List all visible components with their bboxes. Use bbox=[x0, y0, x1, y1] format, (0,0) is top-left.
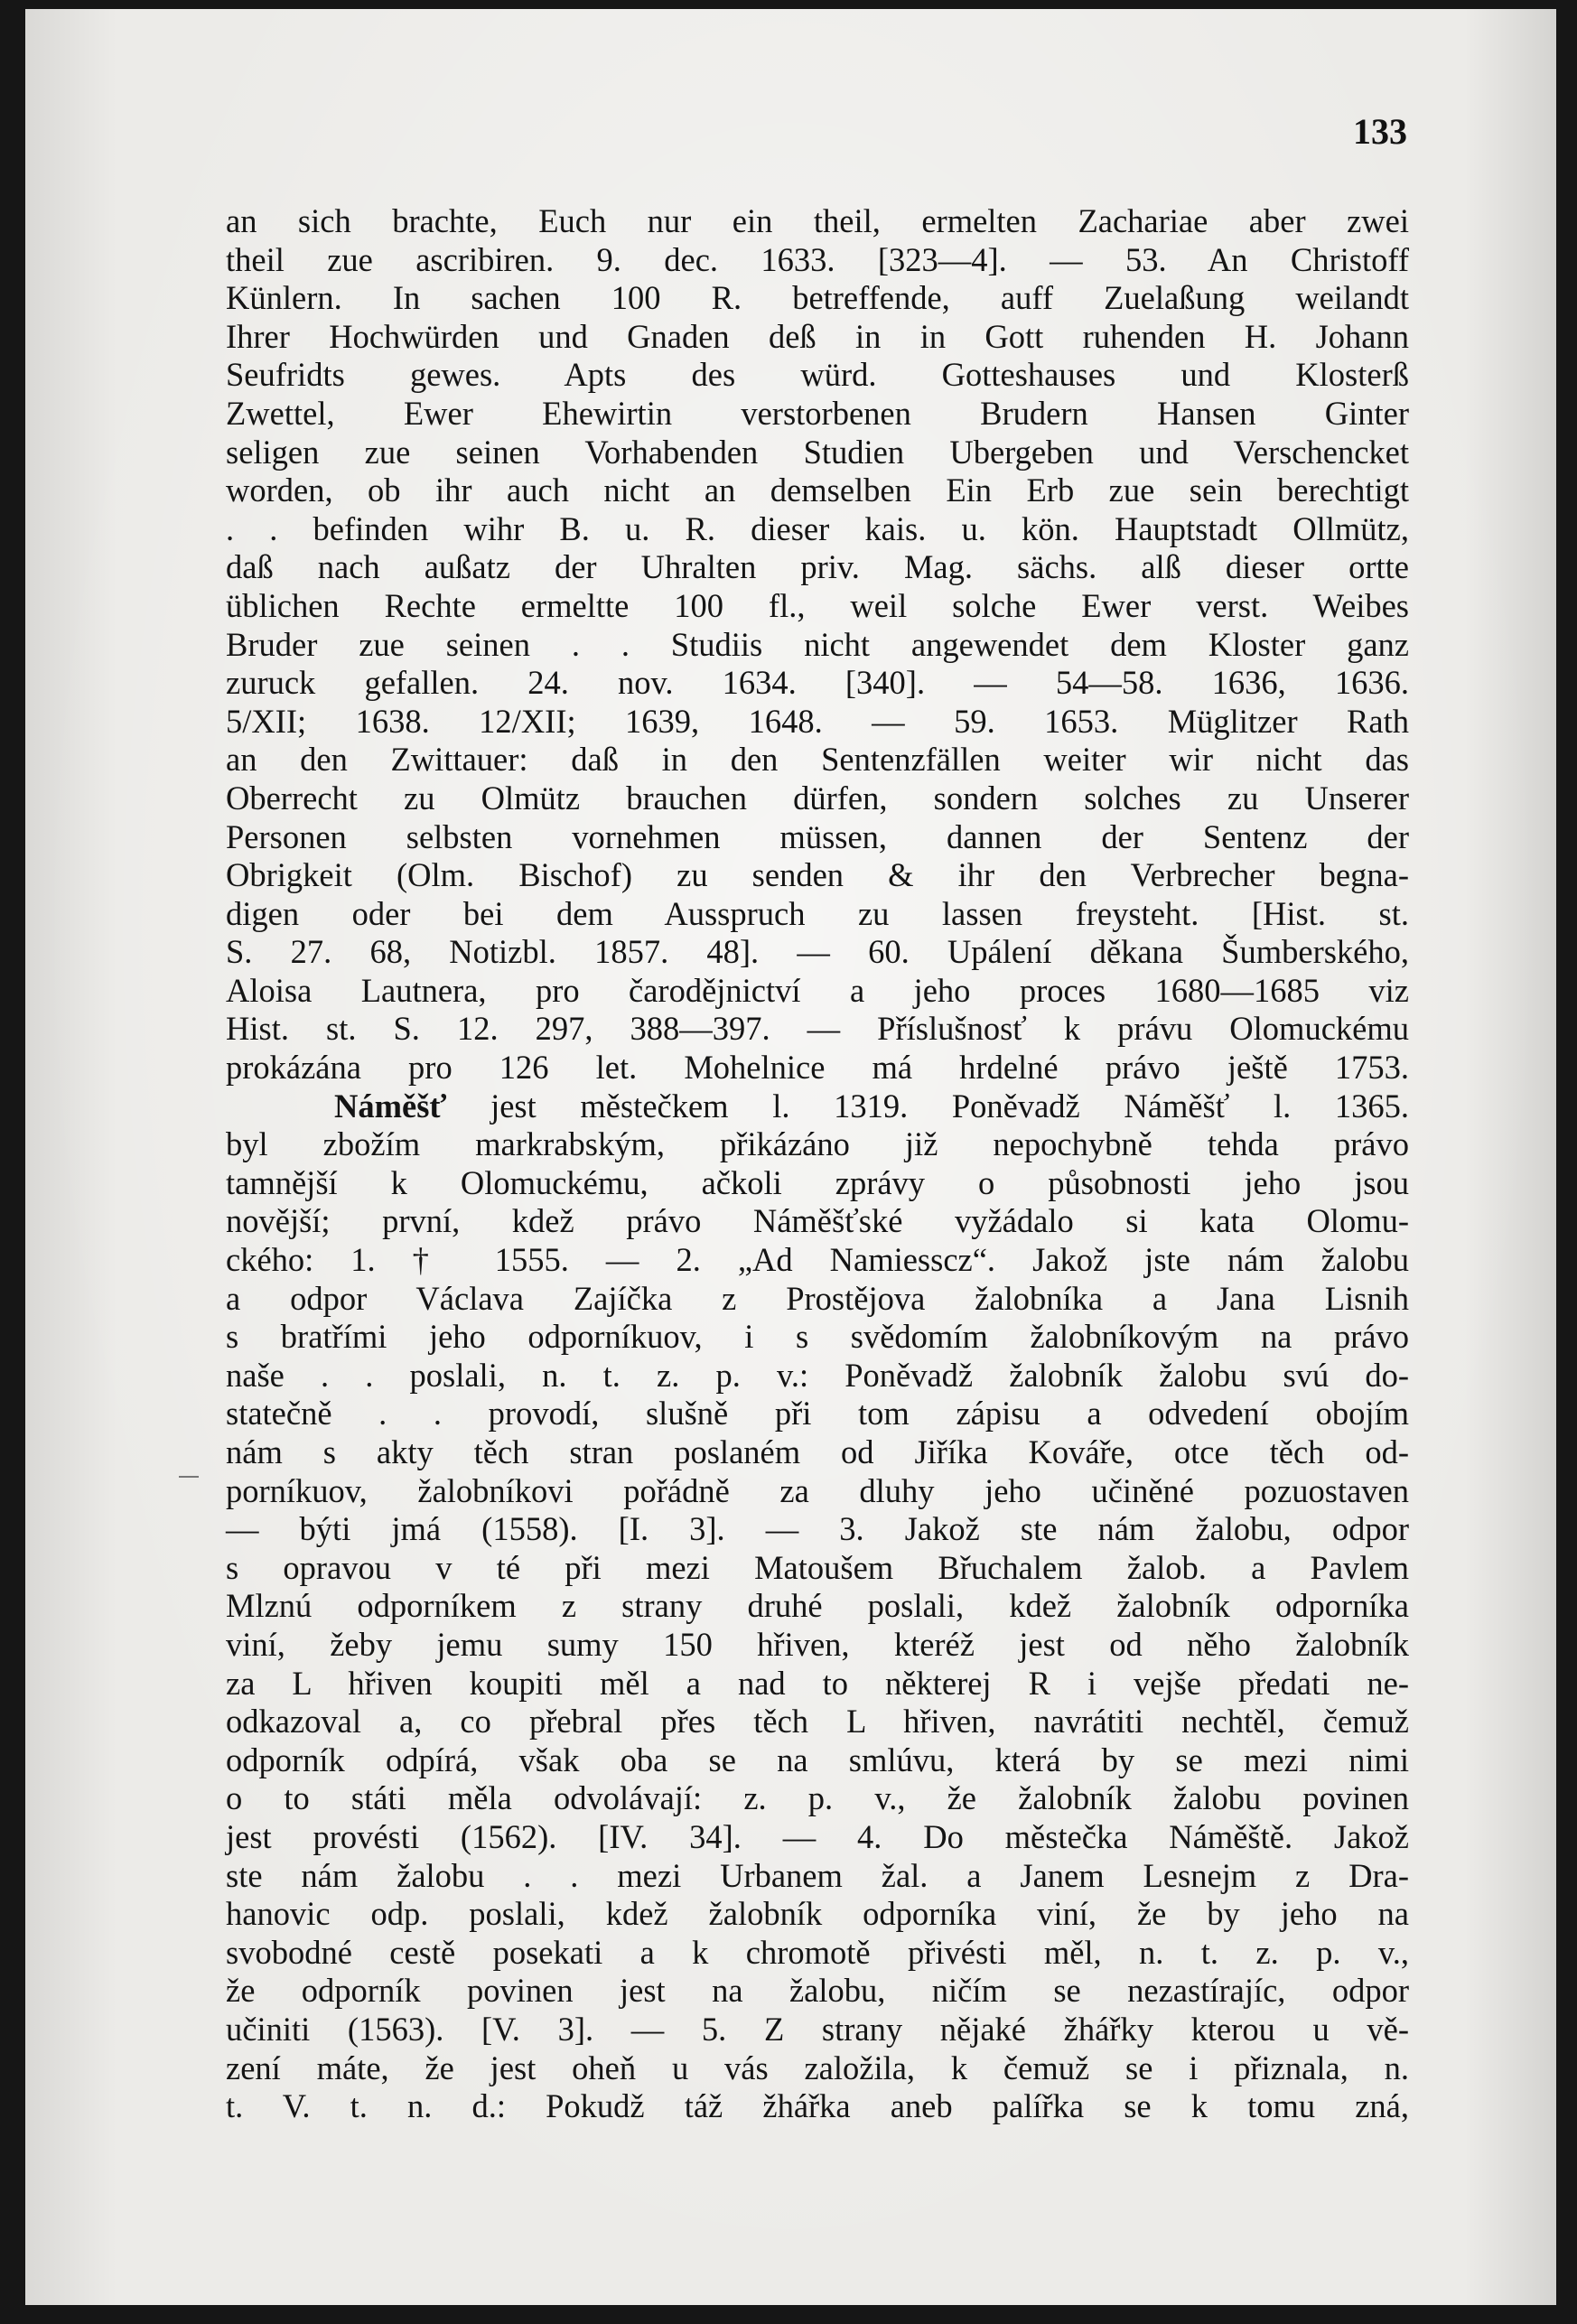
text-line: Aloisa Lautnera, pro čarodějnictví a jeho proces 1680—1685 viz bbox=[226, 971, 1409, 1009]
text-line: Bruder zue seinen . . Studiis nicht angewendet dem Kloster ganz bbox=[226, 625, 1409, 663]
text-line: Personen selbsten vornehmen müssen, dannen der Sentenz der bbox=[226, 817, 1409, 855]
text-line: Oberrecht zu Olmütz brauchen dürfen, sondern solches zu Unserer bbox=[226, 779, 1409, 817]
book-page bbox=[25, 9, 1556, 2305]
text-line: prokázána pro 126 let. Mohelnice má hrdelné právo ještě 1753. bbox=[226, 1049, 1409, 1087]
text-line: tamnější k Olomuckému, ačkoli zprávy o působnosti jeho jsou bbox=[226, 1163, 1409, 1201]
text-line: — býti jmá (1558). [I. 3]. — 3. Jakož ste nám žalobu, odpor bbox=[226, 1510, 1409, 1548]
text-line: t. V. t. n. d.: Pokudž táž žhářka aneb palířka se k tomu zná, bbox=[226, 2087, 1409, 2125]
text-line: o to státi měla odvolávají: z. p. v., že žalobník žalobu povinen bbox=[226, 1779, 1409, 1817]
text-line: 5/XII; 1638. 12/XII; 1639, 1648. — 59. 1653. Müglitzer Rath bbox=[226, 702, 1409, 740]
text-line: Künlern. In sachen 100 R. betreffende, auff Zuelaßung weilandt bbox=[226, 279, 1409, 317]
paragraph-first-line-text: jest městečkem l. 1319. Poněvadž Náměšť l. 1365. bbox=[446, 1087, 1409, 1125]
text-line: Obrigkeit (Olm. Bischof) zu senden & ihr den Verbrecher begna- bbox=[226, 856, 1409, 894]
text-line: zuruck gefallen. 24. nov. 1634. [340]. — 54—58. 1636, 1636. bbox=[226, 664, 1409, 702]
text-line: svobodné cestě posekati a k chromotě přivésti měl, n. t. z. p. v., bbox=[226, 1933, 1409, 1971]
paragraph-first-line bbox=[226, 1087, 1409, 1126]
text-line: Mlznú odporníkem z strany druhé poslali, kdež žalobník odporníka bbox=[226, 1587, 1409, 1625]
text-line: byl zbožím markrabským, přikázáno již nepochybně tehda právo bbox=[226, 1125, 1409, 1163]
text-line: . . befinden wihr B. u. R. dieser kais. u. kön. Hauptstadt Ollmütz, bbox=[226, 509, 1409, 547]
text-line: Zwettel, Ewer Ehewirtin verstorbenen Brudern Hansen Ginter bbox=[226, 394, 1409, 432]
text-line: Ihrer Hochwürden und Gnaden deß in in Gott ruhenden H. Johann bbox=[226, 317, 1409, 355]
text-line: statečně . . provodí, slušně při tom zápisu a odvedení obojím bbox=[226, 1395, 1409, 1433]
text-line: theil zue ascribiren. 9. dec. 1633. [323—4]. — 53. An Christoff bbox=[226, 240, 1409, 278]
text-line: digen oder bei dem Ausspruch zu lassen freysteht. [Hist. st. bbox=[226, 894, 1409, 932]
text-line: hanovic odp. poslali, kdež žalobník odporníka viní, že by jeho na bbox=[226, 1895, 1409, 1933]
text-line: ckého: 1. † 1555. — 2. „Ad Namiesscz“. Jakož jste nám žalobu bbox=[226, 1241, 1409, 1279]
text-line: za L hřiven koupiti měl a nad to některej R i vejše předati ne- bbox=[226, 1664, 1409, 1702]
paragraph-heading: Náměšť bbox=[334, 1087, 447, 1125]
text-line: daß nach außatz der Uhralten priv. Mag. sächs. alß dieser ortte bbox=[226, 548, 1409, 586]
text-line: üblichen Rechte ermeltte 100 fl., weil solche Ewer verst. Weibes bbox=[226, 586, 1409, 624]
text-line: odporník odpírá, však oba se na smlúvu, která by se mezi nimi bbox=[226, 1741, 1409, 1778]
text-line: odkazoval a, co přebral přes těch L hřiven, navrátiti nechtěl, čemuž bbox=[226, 1703, 1409, 1741]
text-line: ste nám žalobu . . mezi Urbanem žal. a Janem Lesnejm z Dra- bbox=[226, 1856, 1409, 1894]
text-line: worden, ob ihr auch nicht an demselben Ein Erb zue sein berechtigt bbox=[226, 471, 1409, 509]
body-text bbox=[226, 202, 1409, 2126]
text-line: porníkuov, žalobníkovi pořádně za dluhy jeho učiněné pozuostaven bbox=[226, 1471, 1409, 1509]
text-line: že odporník povinen jest na žalobu, ničím se nezastírajíc, odpor bbox=[226, 1972, 1409, 2010]
text-line: an den Zwittauer: daß in den Sentenzfällen weiter wir nicht das bbox=[226, 741, 1409, 779]
text-line: novější; první, kdež právo Náměšťské vyžádalo si kata Olomu- bbox=[226, 1202, 1409, 1240]
margin-mark bbox=[179, 1476, 199, 1478]
text-line: zení máte, že jest oheň u vás založila, k čemuž se i přiznala, n. bbox=[226, 2049, 1409, 2086]
text-line: s opravou v té při mezi Matoušem Břuchalem žalob. a Pavlem bbox=[226, 1548, 1409, 1586]
text-line: Seufridts gewes. Apts des würd. Gotteshauses und Klosterß bbox=[226, 356, 1409, 394]
text-line: naše . . poslali, n. t. z. p. v.: Poněvadž žalobník žalobu svú do- bbox=[226, 1356, 1409, 1394]
text-line: seligen zue seinen Vorhabenden Studien Ubergeben und Verschencket bbox=[226, 433, 1409, 471]
text-line: an sich brachte, Euch nur ein theil, ermelten Zachariae aber zwei bbox=[226, 202, 1409, 239]
text-line: S. 27. 68, Notizbl. 1857. 48]. — 60. Upálení děkana Šumberského, bbox=[226, 933, 1409, 971]
text-line: Hist. st. S. 12. 297, 388—397. — Příslušnosť k právu Olomuckému bbox=[226, 1010, 1409, 1048]
text-line: nám s akty těch stran poslaném od Jiříka Kováře, otce těch od- bbox=[226, 1433, 1409, 1470]
text-line: učiniti (1563). [V. 3]. — 5. Z strany nějaké žhářky kterou u vě- bbox=[226, 2010, 1409, 2048]
page-number: 133 bbox=[1353, 111, 1407, 152]
text-line: s bratřími jeho odporníkuov, i s svědomím žalobníkovým na právo bbox=[226, 1318, 1409, 1356]
text-line: viní, žeby jemu sumy 150 hřiven, kteréž jest od něho žalobník bbox=[226, 1625, 1409, 1663]
text-line: a odpor Václava Zajíčka z Prostějova žalobníka a Jana Lisnih bbox=[226, 1279, 1409, 1317]
text-line: jest provésti (1562). [IV. 34]. — 4. Do městečka Náměště. Jakož bbox=[226, 1817, 1409, 1855]
